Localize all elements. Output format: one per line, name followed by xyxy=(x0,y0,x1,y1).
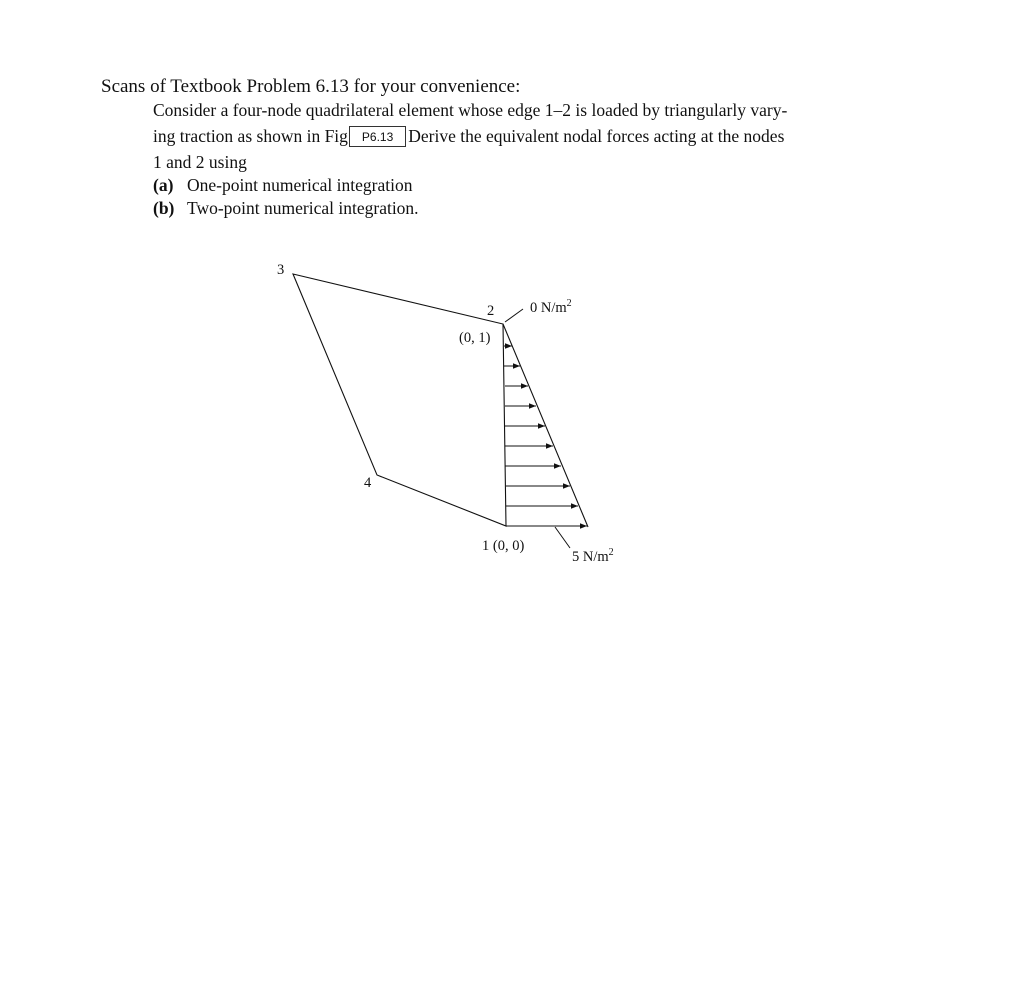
problem-line-1: Consider a four-node quadrilateral element whose edge 1–2 is loaded by triangularly vary- xyxy=(153,100,788,120)
problem-line-2-end: Derive the equivalent nodal forces acting at the nodes xyxy=(408,126,785,146)
node-3-label: 3 xyxy=(277,262,285,278)
page-heading: Scans of Textbook Problem 6.13 for your convenience: xyxy=(101,76,521,97)
traction-arrows xyxy=(504,346,587,526)
problem-line-3: 1 and 2 using xyxy=(153,152,247,172)
node-4-label: 4 xyxy=(364,475,372,491)
bottom-traction-leader xyxy=(555,527,570,548)
part-b-text: Two-point numerical integration. xyxy=(187,198,419,218)
bottom-traction-value xyxy=(572,547,614,565)
part-a-label: (a) xyxy=(153,175,174,195)
bottom-traction-exponent: 2 xyxy=(608,547,614,558)
top-traction-exponent: 2 xyxy=(566,298,572,309)
node-2-coordinates: (0, 1) xyxy=(459,330,491,346)
top-traction-text: 0 N/m xyxy=(530,300,567,316)
top-traction-value xyxy=(530,298,572,316)
node-2-label: 2 xyxy=(487,303,495,319)
figure-reference-box: P6.13 xyxy=(349,126,406,147)
bottom-traction-text: 5 N/m xyxy=(572,549,609,565)
element-outline xyxy=(293,274,506,526)
node-1-label: 1 (0, 0) xyxy=(482,538,525,554)
problem-line-2-start: ing traction as shown in Fig xyxy=(153,126,348,146)
part-a-text: One-point numerical integration xyxy=(187,175,413,195)
part-b-label: (b) xyxy=(153,198,175,218)
top-traction-leader xyxy=(505,309,523,322)
